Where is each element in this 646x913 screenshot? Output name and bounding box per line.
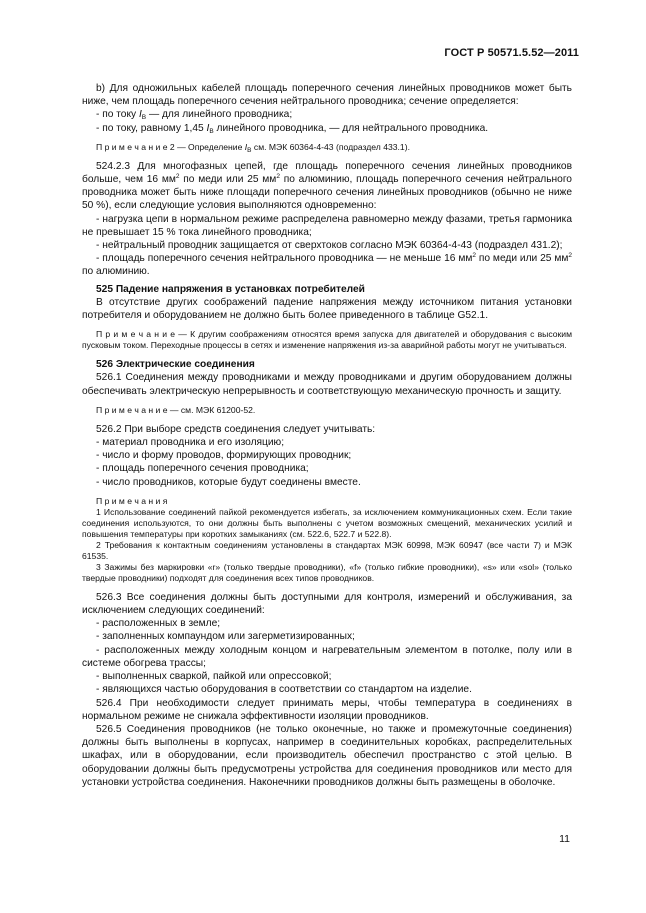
paragraph-526-5: 526.5 Соединения проводников (не только оконечные, но также и промежуточные соединения) должны быть выполнены в корпусах, например в соединительных коробках, распределительных шкафах, или в оборудовании, если производитель обеспечил пространство с этой целью. В оборудовании должны быть предусмотрены устройства для соединения проводников или место для установки устройства соединения. Наконечники проводников должны быть размещены в оболочке.	[82, 723, 572, 788]
note-label: П р и м е ч а н и е	[96, 141, 168, 152]
list-item: - площадь поперечного сечения нейтрального проводника — не меньше 16 $мм^2$ по меди или 25 $мм^2$ по алюминию.	[82, 252, 572, 278]
list-item: - площадь поперечного сечения проводника;	[96, 463, 309, 475]
note: П р и м е ч а н и е — см. МЭК 61200-52.	[96, 404, 256, 415]
paragraph-single-core: b) Для одножильных кабелей площадь поперечного сечения линейных проводников может быть ниже, чем площадь поперечного сечения нейтрального проводника; сечение определяется:	[82, 83, 572, 108]
note: П р и м е ч а н и е — К другим соображениям относятся время запуска для двигателей и оборудования с высоким пусковым током. Переходные процессы в сетях и изменение напряжения из-за аварийной работы могут не учитываться.	[82, 329, 573, 351]
paragraph-525: В отсутствие других соображений падение напряжения между источником питания установки потребителя и оборудованием не должно быть более приведенного в таблице G52.1.	[82, 296, 572, 322]
notes-label: П р и м е ч а н и я	[96, 495, 168, 506]
section-heading-525: 525 Падение напряжения в установках потребителей	[96, 283, 365, 295]
note-item: 3 Зажимы без маркировки «r» (только твердые проводники), «f» (только гибкие проводники), «s» или «sol» (только твердые проводники) подходят для соединения всех типов проводников.	[82, 561, 572, 583]
paragraph-526-2: 526.2 При выборе средств соединения следует учитывать:	[96, 423, 376, 435]
page-body	[82, 82, 572, 789]
list-item: - по току $I_B$ — для линейного проводника;	[96, 109, 293, 122]
list-item: - выполненных сваркой, пайкой или опрессовкой;	[96, 671, 332, 683]
section-heading-526: 526 Электрические соединения	[96, 359, 255, 371]
list-item: - материал проводника и его изоляцию;	[96, 437, 285, 449]
paragraph-526-4: 526.4 При необходимости следует принимать меры, чтобы температура в соединениях в нормальном режиме не снижала эффективности изоляции проводников.	[82, 697, 572, 722]
list-item: - число и форму проводов, формирующих проводник;	[96, 450, 352, 462]
page-number: 11	[559, 833, 570, 845]
paragraph-526-1: 526.1 Соединения между проводниками и между проводниками и другим оборудованием должны обеспечивать электрическую непрерывность и соответствующую механическую прочность и защиту.	[82, 372, 572, 397]
list-item: - число проводников, которые будут соединены вместе.	[96, 476, 361, 488]
note: П р и м е ч а н и е 2 — Определение $I_B$ см. МЭК 60364-4-43 (подраздел 433.1).	[96, 141, 410, 154]
list-item: - нагрузка цепи в нормальном режиме распределена равномерно между фазами, третья гармоника не превышает 15 % тока линейного проводника;	[82, 213, 572, 238]
note-item: 2 Требования к контактным соединениям установлены в стандартах МЭК 60998, МЭК 60947 (все части 7) и МЭК 61535.	[82, 539, 572, 561]
list-item: - расположенных в земле;	[96, 618, 221, 630]
standard-header: ГОСТ Р 50571.5.52—2011	[444, 47, 579, 59]
paragraph-524-2-3: 524.2.3 Для многофазных цепей, где площадь поперечного сечения линейных проводников больше, чем 16 $мм^2$ по меди или 25 $мм^2$ по алюминию, площадь поперечного сечения нейтрального проводника может быть ниже площади поперечного сечения линейных проводников (обычно не ниже 50 %), если следующие условия выполняются одновременно:	[82, 160, 572, 212]
list-item: - расположенных между холодным концом и нагревательным элементом в потолке, полу или в системе обогрева трассы;	[82, 644, 572, 669]
list-item: - заполненных компаундом или загерметизированных;	[96, 631, 355, 643]
note-label: П р и м е ч а н и е	[96, 329, 176, 340]
list-item: - нейтральный проводник защищается от сверхтоков согласно МЭК 60364-4-43 (подраздел 431.2);	[96, 240, 563, 252]
list-item: - являющихся частью оборудования в соответствии со стандартом на изделие.	[96, 684, 472, 696]
note-label: П р и м е ч а н и е	[96, 404, 168, 415]
paragraph-526-3: 526.3 Все соединения должны быть доступными для контроля, измерений и обслуживания, за исключением следующих соединений:	[82, 591, 572, 617]
list-item: - по току, равному 1,45 $I_B$ линейного проводника, — для нейтрального проводника.	[96, 122, 489, 135]
note-item: 1 Использование соединений пайкой рекомендуется избегать, за исключением коммуникационных схем. Если такие соединения используются, то они должны быть выполнены с учетом возможных смещений, механических усилий и повышения температуры при коротких замыканиях (см. 522.6, 522.7 и 522.8).	[82, 506, 572, 539]
